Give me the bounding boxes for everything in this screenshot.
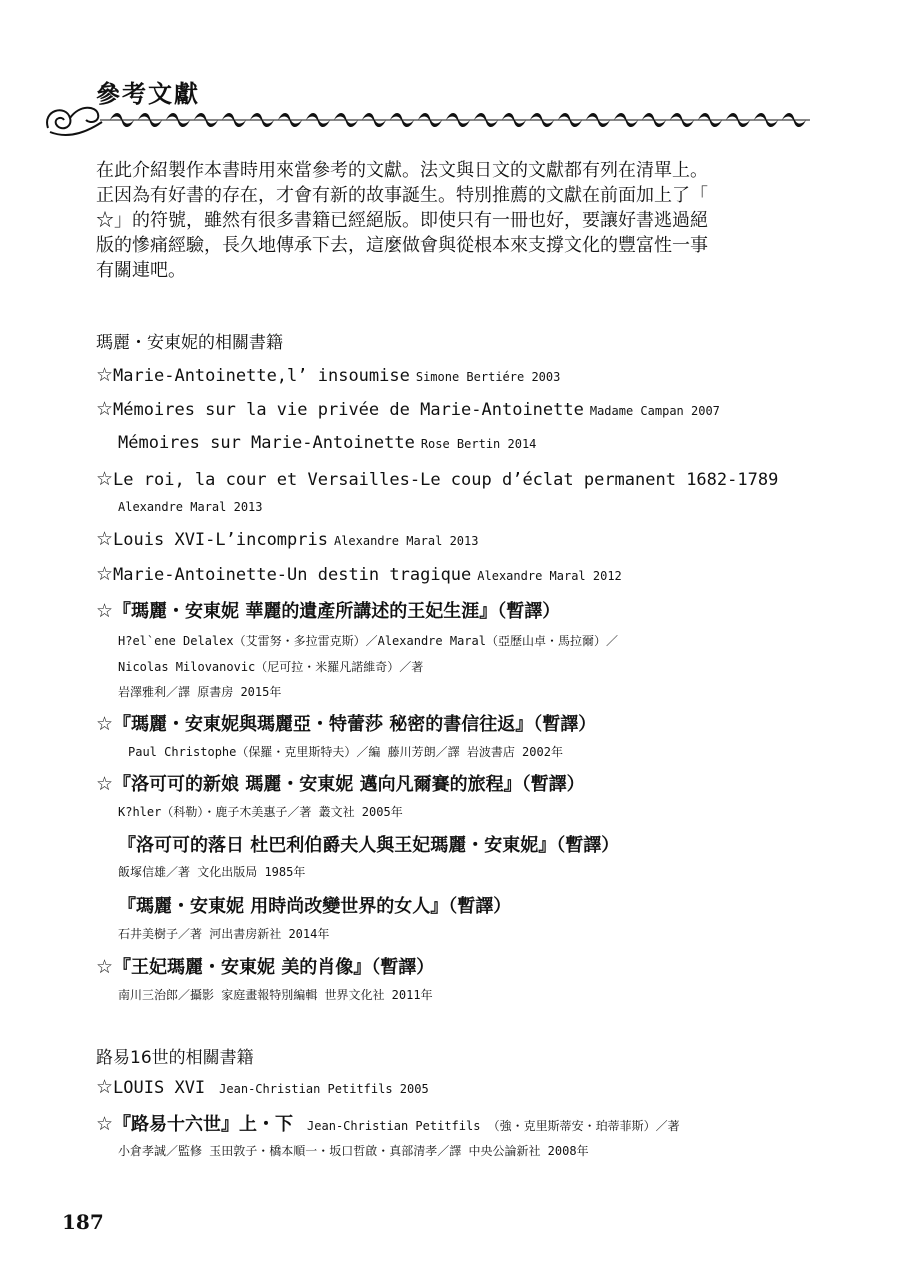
entry-author: Alexandre Maral 2012 — [477, 569, 622, 583]
reference-entry — [96, 364, 560, 386]
entry-author: Simone Bertiére 2003 — [415, 370, 561, 384]
star-icon: ☆ — [96, 600, 114, 622]
intro-paragraph — [96, 158, 796, 283]
star-icon: ☆ — [96, 364, 114, 386]
entry-author: Rose Bertin 2014 — [420, 437, 537, 451]
star-icon: ☆ — [96, 468, 114, 490]
reference-entry — [96, 528, 478, 550]
reference-entry — [118, 433, 536, 453]
entry-title: 『瑪麗・安東妮 用時尚改變世界的女人』（暫譯） — [118, 896, 512, 917]
entry-title: Mémoires sur la vie privée de Marie-Antoinette — [113, 400, 584, 420]
reference-entry — [118, 892, 511, 918]
reference-entry — [96, 563, 622, 585]
entry-title: 『路易十六世』上・下 — [113, 1114, 294, 1135]
intro-line: 在此介紹製作本書時用來當參考的文獻。法文與日文的文獻都有列在清單上。 — [96, 160, 708, 181]
reference-entry — [96, 398, 720, 420]
entry-author: H?el`ene Delalex（艾雷努・多拉雷克斯）／Alexandre Maral（亞歷山卓・馬拉爾）／ — [118, 634, 618, 648]
section-title-marie: 瑪麗・安東妮的相關書籍 — [96, 333, 283, 353]
entry-title: Marie-Antoinette-Un destin tragique — [113, 565, 472, 585]
entry-author: K?hler（科勒）・鹿子木美惠子／著 叢文社 2005年 — [118, 805, 403, 819]
entry-author: Paul Christophe（保羅・克里斯特夫）／編 藤川芳朗／譯 岩波書店 2002年 — [128, 745, 563, 759]
page-number: 187 — [62, 1210, 104, 1234]
intro-line: 正因為有好書的存在，才會有新的故事誕生。特別推薦的文獻在前面加上了「 — [96, 185, 708, 206]
decorative-ornament-border — [40, 100, 810, 140]
star-icon: ☆ — [96, 956, 114, 978]
entry-author: Alexandre Maral 2013 — [118, 500, 263, 514]
entry-author: Jean-Christian Petitfils 2005 — [219, 1082, 429, 1096]
intro-line: 有關連吧。 — [96, 260, 186, 281]
reference-entry — [96, 1076, 429, 1098]
entry-author: Alexandre Maral 2013 — [333, 534, 479, 548]
star-icon: ☆ — [96, 1113, 114, 1135]
entry-title: Marie-Antoinette,l’ insoumise — [113, 366, 410, 386]
entry-title: 『瑪麗・安東妮與瑪麗亞・特蕾莎 秘密的書信往返』（暫譯） — [113, 714, 597, 735]
entry-title: 『洛可可的新娘 瑪麗・安東妮 邁向凡爾賽的旅程』（暫譯） — [113, 774, 585, 795]
entry-author: 石井美樹子／著 河出書房新社 2014年 — [118, 927, 330, 941]
reference-entry — [96, 468, 778, 490]
entry-author: Jean-Christian Petitfils （強・克里斯蒂安・珀蒂菲斯）／著 — [307, 1119, 680, 1133]
reference-entry — [96, 710, 596, 736]
entry-publisher: 岩澤雅利／譯 原書房 2015年 — [118, 685, 282, 699]
reference-entry — [96, 1110, 680, 1136]
entry-title: Le roi, la cour et Versailles-Le coup d’éclat permanent 1682-1789 — [113, 470, 779, 490]
entry-title: LOUIS XVI — [113, 1078, 206, 1098]
entry-publisher: 小倉孝誠／監修 玉田敦子・橋本順一・坂口哲啟・真部清孝／譯 中央公論新社 2008年 — [118, 1144, 589, 1158]
entry-author: 飯塚信雄／著 文化出版局 1985年 — [118, 865, 306, 879]
entry-author: Madame Campan 2007 — [589, 404, 720, 418]
intro-line: 版的慘痛經驗，長久地傳承下去，這麼做會與從根本來支撐文化的豐富性一事 — [96, 235, 708, 256]
entry-author: Nicolas Milovanovic（尼可拉・米羅凡諾維奇）／著 — [118, 660, 424, 674]
intro-line: ☆」的符號，雖然有很多書籍已經絕版。即使只有一冊也好，要讓好書逃過絕 — [96, 210, 708, 231]
star-icon: ☆ — [96, 773, 114, 795]
star-icon: ☆ — [96, 528, 114, 550]
page-header-title: 參考文獻 — [96, 79, 200, 108]
entry-title: 『瑪麗・安東妮 華麗的遺產所講述的王妃生涯』（暫譯） — [113, 601, 561, 622]
entry-title: Louis XVI-L’incompris — [113, 530, 328, 550]
entry-title: 『王妃瑪麗・安東妮 美的肖像』（暫譯） — [113, 957, 435, 978]
star-icon: ☆ — [96, 713, 114, 735]
reference-entry — [96, 597, 560, 623]
entry-title: 『洛可可的落日 杜巴利伯爵夫人與王妃瑪麗・安東妮』（暫譯） — [118, 835, 620, 856]
star-icon: ☆ — [96, 398, 114, 420]
star-icon: ☆ — [96, 1076, 114, 1098]
reference-entry — [118, 831, 619, 857]
reference-entry — [96, 953, 434, 979]
reference-entry — [96, 770, 585, 796]
section-title-louis: 路易16世的相關書籍 — [96, 1048, 254, 1068]
entry-author: 南川三治郎／攝影 家庭畫報特別編輯 世界文化社 2011年 — [118, 988, 433, 1002]
star-icon: ☆ — [96, 563, 114, 585]
entry-title: Mémoires sur Marie-Antoinette — [118, 433, 415, 453]
